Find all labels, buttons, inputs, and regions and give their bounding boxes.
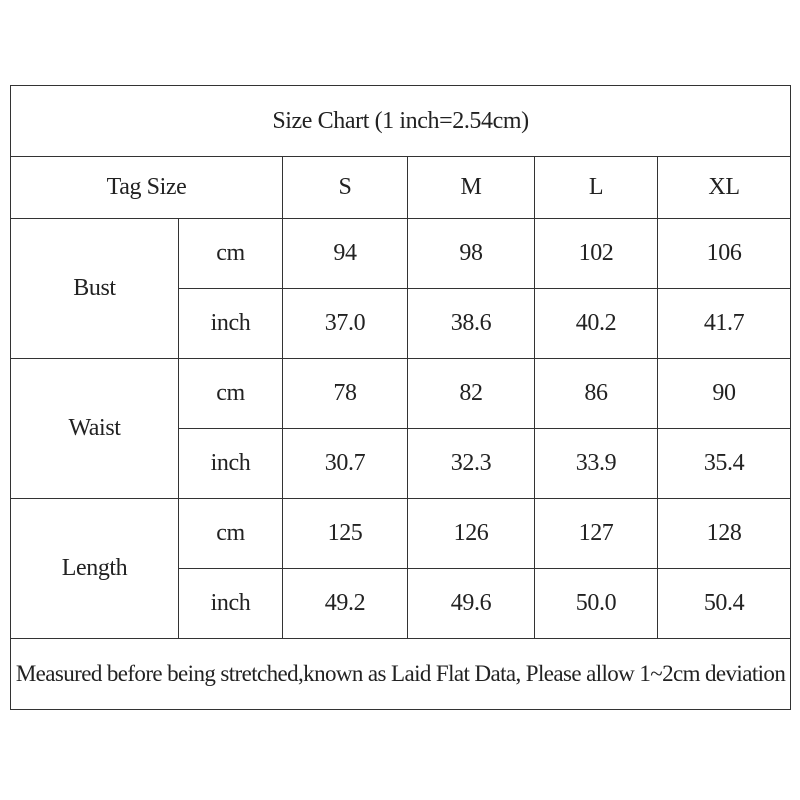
value-cell: 94 — [283, 219, 408, 289]
value-cell: 30.7 — [283, 429, 408, 499]
value-cell: 126 — [408, 499, 535, 569]
unit-cell: inch — [179, 569, 283, 639]
table-title: Size Chart (1 inch=2.54cm) — [11, 86, 791, 157]
value-cell: 41.7 — [658, 289, 791, 359]
value-cell: 128 — [658, 499, 791, 569]
value-cell: 86 — [535, 359, 658, 429]
size-header-xl: XL — [658, 157, 791, 219]
title-row — [11, 86, 791, 157]
value-cell: 49.6 — [408, 569, 535, 639]
value-cell: 50.0 — [535, 569, 658, 639]
header-row — [11, 157, 791, 219]
measurement-waist: Waist — [11, 359, 179, 499]
value-cell: 102 — [535, 219, 658, 289]
value-cell: 106 — [658, 219, 791, 289]
size-header-m: M — [408, 157, 535, 219]
value-cell: 37.0 — [283, 289, 408, 359]
footnote: Measured before being stretched,known as Laid Flat Data, Please allow 1~2cm deviation — [11, 639, 791, 710]
unit-cell: inch — [179, 429, 283, 499]
size-chart-table — [10, 85, 791, 710]
table-row — [11, 359, 791, 429]
tag-size-header: Tag Size — [11, 157, 283, 219]
footnote-row — [11, 639, 791, 710]
table-row — [11, 499, 791, 569]
value-cell: 49.2 — [283, 569, 408, 639]
measurement-bust: Bust — [11, 219, 179, 359]
unit-cell: cm — [179, 499, 283, 569]
measurement-length: Length — [11, 499, 179, 639]
value-cell: 78 — [283, 359, 408, 429]
unit-cell: cm — [179, 219, 283, 289]
value-cell: 127 — [535, 499, 658, 569]
size-header-s: S — [283, 157, 408, 219]
value-cell: 125 — [283, 499, 408, 569]
value-cell: 35.4 — [658, 429, 791, 499]
value-cell: 33.9 — [535, 429, 658, 499]
unit-cell: inch — [179, 289, 283, 359]
value-cell: 90 — [658, 359, 791, 429]
value-cell: 38.6 — [408, 289, 535, 359]
value-cell: 50.4 — [658, 569, 791, 639]
value-cell: 32.3 — [408, 429, 535, 499]
value-cell: 82 — [408, 359, 535, 429]
value-cell: 40.2 — [535, 289, 658, 359]
value-cell: 98 — [408, 219, 535, 289]
unit-cell: cm — [179, 359, 283, 429]
table-row — [11, 219, 791, 289]
size-header-l: L — [535, 157, 658, 219]
